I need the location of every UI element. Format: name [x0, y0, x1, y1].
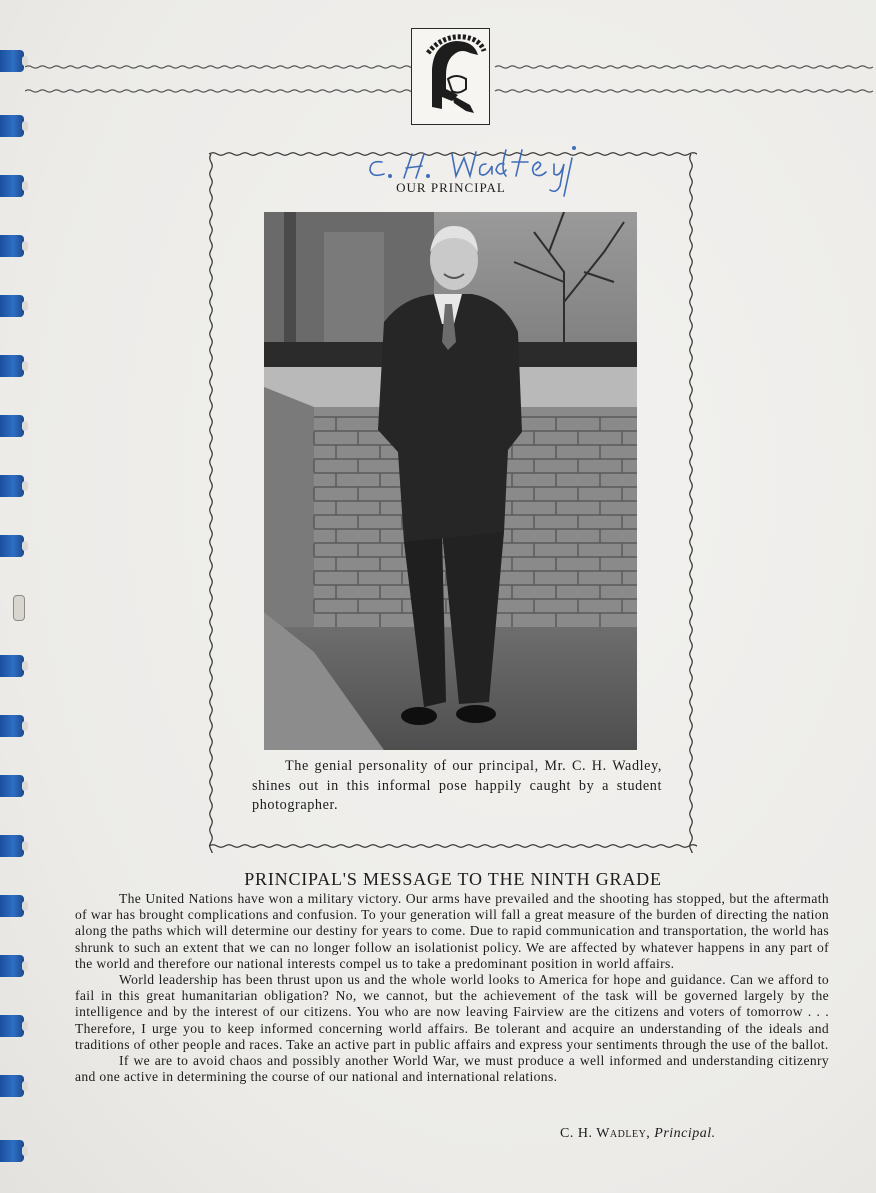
photo-caption: The genial personality of our principal, Mr. C. H. Wadley, shines out in this informal pose happily caught by a student photographer. — [252, 758, 662, 813]
binding-ring — [0, 115, 24, 137]
binding-ring — [0, 355, 24, 377]
message-heading: PRINCIPAL'S MESSAGE TO THE NINTH GRADE — [244, 869, 662, 889]
signoff-role: Principal. — [654, 1126, 716, 1141]
binding-ring — [0, 655, 24, 677]
message-paragraph-2: World leadership has been thrust upon us and the whole world looks to America for hope and guidance. Can we afford to fail in this great humanitarian obligation? No, we cannot, but the achievement of the task will be governed largely by the intelligence and by the interest of our citizens. You who are now leaving Fairview are the citizens and voters of tomorrow . . . Therefore, I urge you to keep informed concerning world affairs. Be tolerant and acquire an understanding of the ideals and traditions of other people and races. Take an active part in public affairs and express your sentiments through the use of the ballot. — [75, 972, 829, 1052]
binding-ring — [0, 295, 24, 317]
binding-ring — [0, 1140, 24, 1162]
binding-ring — [0, 475, 24, 497]
binding-ring — [0, 175, 24, 197]
message-paragraph-1: The United Nations have won a military victory. Our arms have prevailed and the shooting has stopped, but the aftermath of war has brought complications and confusion. To your generation will fall a great measure of the burden of directing the nation along the paths which will determine our destiny for years to come. Due to rapid communication and transportation, the world has shrunk to such an extent that we can no longer follow an isolationist policy. We are affected by whatever happens in any part of the world and therefore our national interests compel us to take a predominant position in world affairs. — [75, 891, 829, 971]
principal-photo — [264, 212, 637, 750]
binding-ring — [0, 415, 24, 437]
message-body — [75, 891, 829, 1085]
spartan-helmet-icon — [412, 29, 491, 126]
binding-ring — [0, 895, 24, 917]
binding-ring — [0, 715, 24, 737]
binding-ring — [0, 50, 24, 72]
binding-ring — [0, 775, 24, 797]
binding-ring — [0, 955, 24, 977]
message-paragraph-3: If we are to avoid chaos and possibly another World War, we must produce a well informed and understanding citizenry and one active in determining the course of our national and international relations. — [75, 1053, 829, 1085]
binding-hole — [13, 595, 25, 621]
signoff-name: C. H. Wadley, — [560, 1126, 651, 1141]
school-emblem — [411, 28, 490, 125]
binding-ring — [0, 1075, 24, 1097]
binding-ring — [0, 535, 24, 557]
binding-ring — [0, 835, 24, 857]
binding-ring — [0, 1015, 24, 1037]
binding-ring — [0, 235, 24, 257]
signoff — [560, 1126, 716, 1142]
our-principal-title: OUR PRINCIPAL — [396, 180, 506, 195]
